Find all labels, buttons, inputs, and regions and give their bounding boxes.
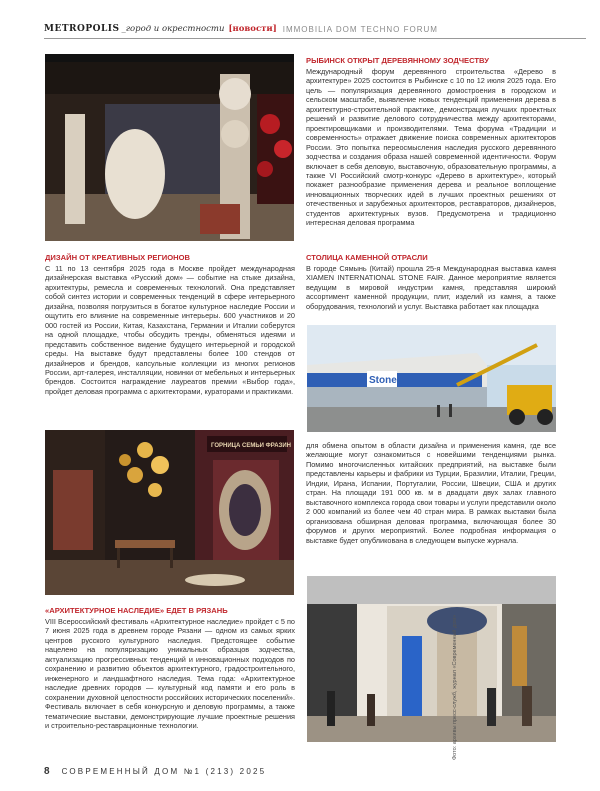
magazine-issue: СОВРЕМЕННЫЙ ДОМ №1 (213) 2025 [61,767,267,776]
article-title: «АРХИТЕКТУРНОЕ НАСЛЕДИЕ» ЕДЕТ В РЯЗАНЬ [45,606,228,615]
header-tagline: IMMOBILIA DOM TECHNO FORUM [282,24,438,34]
article-text: VIII Всероссийский фестиваль «Архитектурное наследие» пройдет с 5 по 7 июня 2025 года в древнем городе Рязани — одном из самых ярких центров русского культурного наследия. Предстоящее событие нацелено на популяризацию уникальных образцов зодчества, актуализацию прогрессивных тенденций и инновационных подходов по сохранению и развитию объектов архитектурного, градостроительного, инженерного и ландшафтного наследия. Тема года: «Архитектурное наследие древних городов — культурный код памяти и его роль в сохранении духовной целостности российских исторических поселений». Фестиваль включает в себя конкурсную и деловую программы, а также тематические выставки, демонстрирующие лучшие проектные решения и строительно-реставрационные технологии. [45,617,295,730]
wooden-installation-photo [45,54,294,241]
page-footer [44,766,266,777]
article-text: Международный форум деревянного строительства «Дерево в архитектуре» 2025 состоится в Рыбинске с 10 по 12 июля 2025 года. Его цель — популяризация деревянного домостроения в городском и сельском масштабе, выявление новых тенденций применения дерева в архитектурно-строительной практике, демонстрация лучших проектных решений и развитие делового сотрудничества между архитекторами, проектировщиками и производителями. Тема форума «Традиции и современность» отражает движение поиска современных архитекторов России. Это попытка переосмысления наследия русского деревянного зодчества и создания образа нашей современной идентичности. Форум включает в себя деловую, выставочную, образовательную программы, а также VI Российский смотр-конкурс «Дерево в архитектуре», который покажет разнообразие применения дерева и реальное воплощение инновационных творческих идей в лучших проектных решениях от отечественных и зарубежных архитекторов, реставраторов, дизайнеров, студентов архитектурных вузов. Предусмотрена и традиционно интересная деловая программа [306,67,556,228]
photo-credit: Фото: архивы пресс-служб, журнал «Современный дом» [451,614,458,760]
article-text: В городе Сямынь (Китай) прошла 25-я Международная выставка камня XIAMEN INTERNATIONAL STONE FAIR. Данное мероприятие является ведущим в мировой индустрии камня, представляя широкий ассортимент каменной продукции, плит, изделий из камня, а также оборудования, технологий и услуг. Выставка работает как площадка [306,264,556,311]
exhibition-center-photo [307,325,556,432]
interior-stand-photo [45,430,294,595]
article-stone [306,253,556,311]
section-label: [новости] [228,24,277,34]
page-number: 8 [44,766,50,777]
fair-sign-text: Stone [369,375,397,386]
article-design [45,253,295,396]
page-header [44,22,586,36]
brand-subtitle: _город и окрестности [121,24,225,34]
article-stone-continued [306,441,556,545]
article-title: СТОЛИЦА КАМЕННОЙ ОТРАСЛИ [306,253,428,262]
article-title: РЫБИНСК ОТКРЫТ ДЕРЕВЯННОМУ ЗОДЧЕСТВУ [306,56,489,65]
stand-sign-text: ГОРНИЦА СЕМЬИ ФРАЗИН [211,443,291,449]
magazine-brand: METROPOLIS [44,24,120,34]
stone-fair-hall-photo [307,576,556,742]
article-ryazan [45,606,295,730]
article-text: С 11 по 13 сентября 2025 года в Москве пройдет международная дизайнерская выставка «Русский дом» — событие на стыке дизайна, архитектуры, ремесла и современных технологий. Она представляет собой синтез истории и современных тенденций в сфере интерьерного дизайна, позволяя погрузиться в богатое культурное наследие России и ощутить его влияние на современные интерьеры. 600 участников и 20 000 гостей из России, Китая, Казахстана, Германии и Италии соберутся на одной площадке, чтобы обсудить тренды, обменяться идеями и представить собственное видение будущего интерьерной и городской среды. На выставке будут представлены более 100 стендов от дизайнеров и брендов, капсульные коллекции из многих регионов России, арт-галерея, инсталляции, новинки от мебельных и интерьерных брендов. Состоится награждение лауреатов премии «Выбор года», пройдет деловая программа с архитекторами, кураторами и практиками. [45,264,295,396]
header-divider [44,38,586,39]
article-title: ДИЗАЙН ОТ КРЕАТИВНЫХ РЕГИОНОВ [45,253,191,262]
article-text: для обмена опытом в области дизайна и применения камня, где все желающие могут ознакомиться с новейшими тенденциями рынка. Помимо многочисленных китайских предприятий, на выставке были представлены карьеры и фабрики из Турции, Бразилии, Италии, Греции, Индии, Ирана, Испании, Португалии, России, Швеции, США и других стран. На площади 191 000 кв. м в двадцати двух залах главного выставочного комплекса города свои товары и услуги представили около 2 000 компаний из более чем 40 стран мира. В рамках выставки была организована обширная деловая программа, включающая более 30 форумов и других мероприятий. Более подробная информация о выставке будет опубликована в следующем выпуске журнала. [306,441,556,545]
article-rybinsk [306,56,556,228]
